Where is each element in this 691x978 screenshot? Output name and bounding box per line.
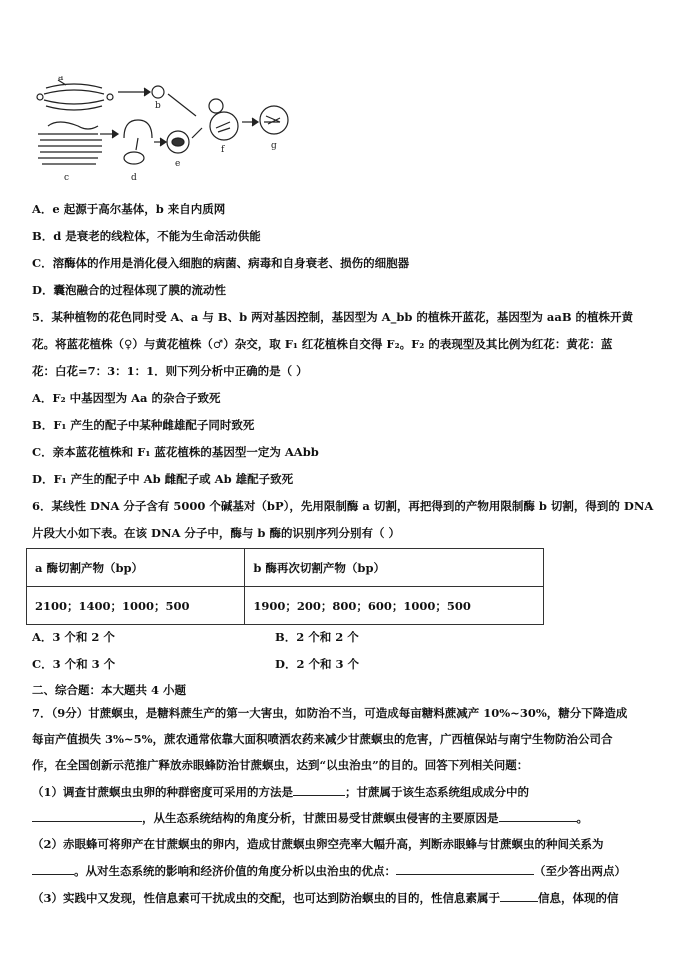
- q4-option-b: B．d 是衰老的线粒体，不能为生命活动供能: [32, 229, 261, 243]
- answer-blank[interactable]: [396, 862, 534, 875]
- q6-option-d: D．2 个和 3 个: [275, 657, 359, 671]
- table-row: [27, 549, 544, 587]
- label-g: g: [271, 141, 277, 151]
- q6-stem-line-2: 片段大小如下表。在该 DNA 分子中，酶与 b 酶的识别序列分别有（ ）: [32, 526, 400, 540]
- q6-stem-line-1: 6．某线性 DNA 分子含有 5000 个碱基对（bP），先用限制酶 a 切割，再把得到的产物用限制酶 b 切割，得到的 DNA: [32, 499, 654, 513]
- label-f: f: [221, 145, 225, 155]
- answer-blank[interactable]: [293, 783, 345, 796]
- q5-stem-line-3: 花：白花=7：3：1：1．则下列分析中正确的是（ ）: [32, 364, 308, 378]
- q7-line-3: 作，在全国创新示范推广释放赤眼蜂防治甘蔗螟虫，达到“以虫治虫”的目的。回答下列相关问题：: [32, 758, 529, 772]
- q5-option-d: D．F₁ 产生的配子中 Ab 雌配子或 Ab 雄配子致死: [32, 472, 294, 486]
- label-b: b: [155, 101, 161, 111]
- label-c: c: [64, 173, 70, 183]
- q4-option-c: C．溶酶体的作用是消化侵入细胞的病菌、病毒和自身衰老、损伤的细胞器: [32, 256, 410, 270]
- section-heading: 二、综合题：本大题共 4 小题: [32, 683, 187, 697]
- label-e: e: [175, 159, 181, 169]
- answer-blank[interactable]: [499, 809, 577, 822]
- cell-process-diagram: [28, 76, 328, 196]
- table-row: [27, 587, 544, 625]
- table-cell-a: 2100；1400；1000；500: [27, 587, 245, 625]
- q5-option-c: C．亲本蓝花植株和 F₁ 蓝花植株的基因型一定为 AAbb: [32, 445, 319, 459]
- q5-stem-line-2: 花。将蓝花植株（♀）与黄花植株（♂）杂交，取 F₁ 红花植株自交得 F₂。F₂ 的表现型及其比例为红花：黄花：蓝: [32, 337, 613, 351]
- answer-blank[interactable]: [32, 862, 74, 875]
- q6-option-c: C．3 个和 3 个: [32, 657, 116, 671]
- q7-part3-line-1: （3）实践中又发现，性信息素可干扰成虫的交配，也可达到防治螟虫的目的，性信息素属于 信息，体现的信: [32, 891, 619, 905]
- table-cell-b: 1900；200；800；600；1000；500: [245, 587, 544, 625]
- q7-part2-line-1: （2）赤眼蜂可将卵产在甘蔗螟虫的卵内，造成甘蔗螟虫卵空壳率大幅升高，判断赤眼蜂与甘蔗螟虫的种间关系为: [32, 837, 604, 851]
- table-header-a: a 酶切割产物（bp）: [27, 549, 245, 587]
- q7-part1-line-1: （1）调查甘蔗螟虫虫卵的种群密度可采用的方法是 ；甘蔗属于该生态系统组成成分中的: [32, 785, 529, 799]
- q4-option-d: D．囊泡融合的过程体现了膜的流动性: [32, 283, 226, 297]
- q5-option-a: A．F₂ 中基因型为 Aa 的杂合子致死: [32, 391, 221, 405]
- label-a: a: [58, 76, 64, 83]
- q7-line-2: 每亩产值损失 3%~5%，蔗农通常依靠大面积喷洒农药来减少甘蔗螟虫的危害，广西植保站与南宁生物防治公司合: [32, 732, 613, 746]
- q6-table: [26, 548, 544, 625]
- q6-option-a: A．3 个和 2 个: [32, 630, 115, 644]
- answer-blank[interactable]: [500, 889, 538, 902]
- q5-option-b: B．F₁ 产生的配子中某种雌雄配子同时致死: [32, 418, 255, 432]
- q7-part1-line-2: ，从生态系统结构的角度分析，甘蔗田易受甘蔗螟虫侵害的主要原因是 。: [32, 809, 588, 826]
- q4-option-a: A．e 起源于高尔基体，b 来自内质网: [32, 202, 226, 216]
- q7-part2-line-2: 。从对生态系统的影响和经济价值的角度分析以虫治虫的优点： （至少答出两点）: [32, 862, 626, 879]
- q5-stem-line-1: 5．某种植物的花色同时受 A、a 与 B、b 两对基因控制，基因型为 A_bb 的植株开蓝花，基因型为 aaB 的植株开黄: [32, 310, 634, 324]
- q7-line-1: 7．（9分）甘蔗螟虫，是糖料蔗生产的第一大害虫，如防治不当，可造成每亩糖料蔗减产 10%~30%，糖分下降造成: [32, 706, 628, 720]
- label-d: d: [131, 173, 137, 183]
- table-header-b: b 酶再次切割产物（bp）: [245, 549, 544, 587]
- answer-blank[interactable]: [32, 809, 142, 822]
- q6-option-b: B．2 个和 2 个: [275, 630, 359, 644]
